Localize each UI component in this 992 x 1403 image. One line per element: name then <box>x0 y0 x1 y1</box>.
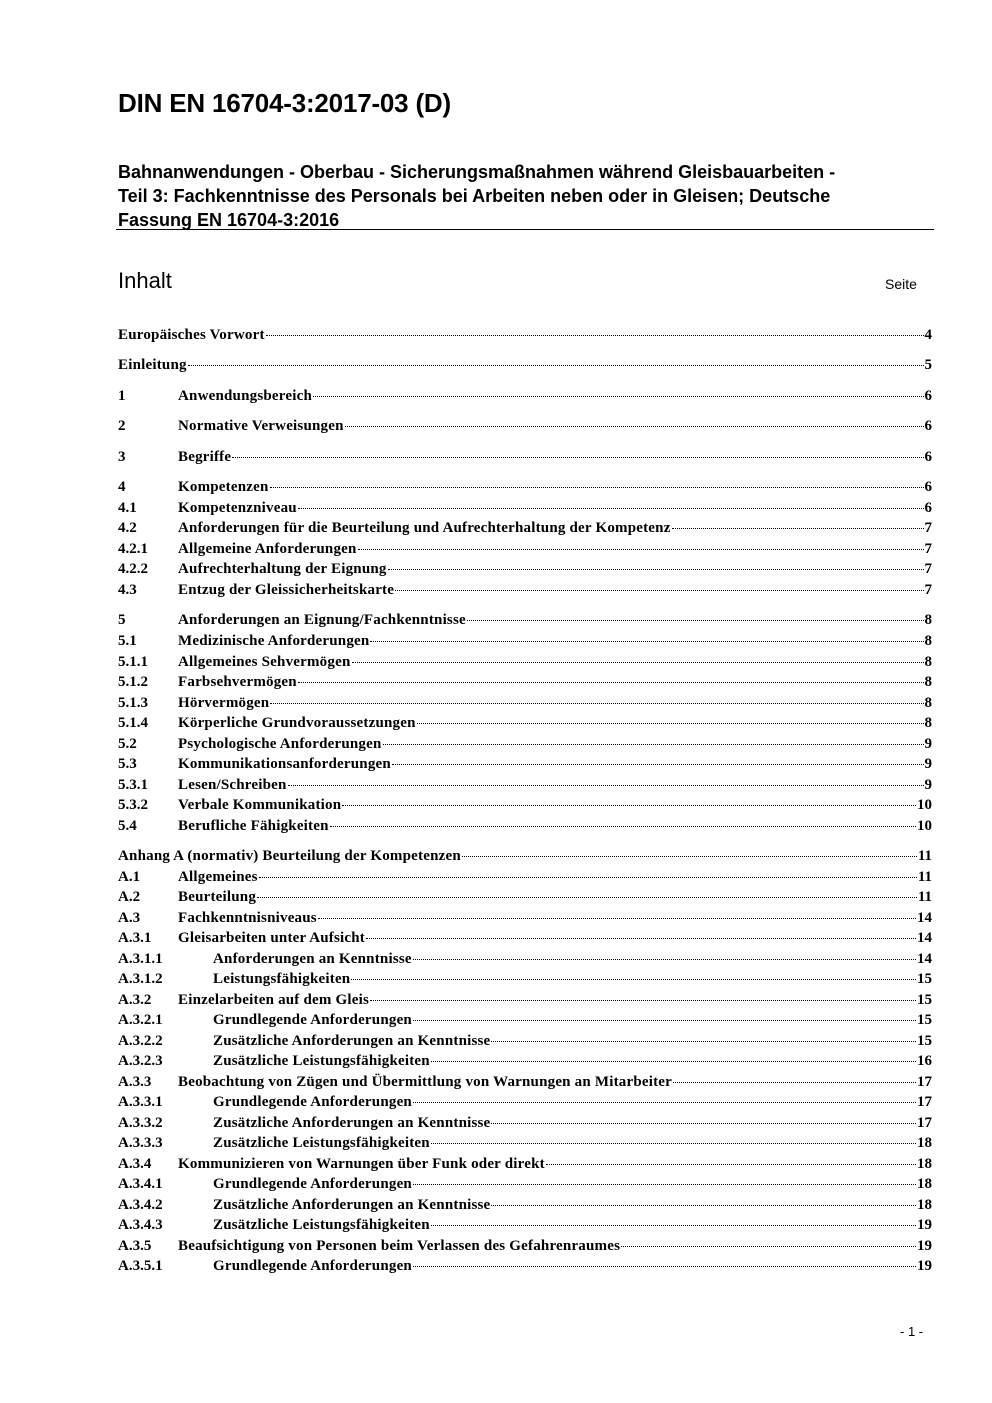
dot-leader <box>232 457 923 458</box>
dot-leader <box>270 703 923 704</box>
toc-entry-page: 6 <box>924 449 932 465</box>
toc-entry-number: 5.3 <box>118 756 137 772</box>
dot-leader <box>491 1123 916 1124</box>
toc-entry[interactable] <box>118 1154 932 1174</box>
toc-entry-title: Verbale Kommunikation <box>178 797 342 813</box>
toc-entry-page: 8 <box>924 654 932 670</box>
toc-entry-number: A.3.4 <box>118 1156 152 1172</box>
toc-entry[interactable] <box>118 1174 932 1194</box>
toc-entry-page: 17 <box>917 1115 932 1131</box>
toc-entry-title: Zusätzliche Anforderungen an Kenntnisse <box>213 1115 491 1131</box>
toc-entry-number: 4.3 <box>118 582 137 598</box>
dot-leader <box>413 959 916 960</box>
toc-entry-number: 3 <box>118 449 126 465</box>
dot-leader <box>491 1205 916 1206</box>
dot-leader <box>383 744 924 745</box>
toc-entry[interactable] <box>118 846 932 866</box>
toc-entry-page: 19 <box>917 1258 932 1274</box>
toc-entry-title: Farbsehvermögen <box>178 674 297 690</box>
dot-leader <box>298 508 924 509</box>
dot-leader <box>257 897 917 898</box>
toc-entry-number: A.3.3.3 <box>118 1135 163 1151</box>
toc-entry-page: 7 <box>924 582 932 598</box>
toc-entry[interactable] <box>118 355 932 375</box>
toc-entry-page: 18 <box>917 1156 932 1172</box>
toc-entry[interactable] <box>118 1051 932 1071</box>
toc-entry[interactable] <box>118 1236 932 1256</box>
toc-entry-number: A.3.4.1 <box>118 1176 163 1192</box>
toc-entry-page: 6 <box>924 500 932 516</box>
toc-entry-page: 16 <box>917 1053 932 1069</box>
toc-entry[interactable] <box>118 539 932 559</box>
toc-entry[interactable] <box>118 754 932 774</box>
title-line: Bahnanwendungen - Oberbau - Sicherungsmaßnahmen während Gleisbauarbeiten - <box>118 162 836 182</box>
toc-entry-number: 1 <box>118 388 126 404</box>
toc-entry-title: Kommunikationsanforderungen <box>178 756 391 772</box>
toc-entry-title: Kompetenzen <box>178 479 269 495</box>
toc-entry-title: Gleisarbeiten unter Aufsicht <box>178 930 365 946</box>
toc-entry-title: Psychologische Anforderungen <box>178 736 382 752</box>
toc-entry-number: 5.2 <box>118 736 137 752</box>
toc-entry-number: 4.2.1 <box>118 541 148 557</box>
toc-entry-number: A.3.3.2 <box>118 1115 163 1131</box>
dot-leader <box>395 590 923 591</box>
toc-entry[interactable] <box>118 713 932 733</box>
toc-entry-title: Allgemeines <box>178 869 258 885</box>
toc-entry[interactable] <box>118 990 932 1010</box>
toc-entry-page: 17 <box>917 1074 932 1090</box>
toc-entry[interactable] <box>118 325 932 345</box>
dot-leader <box>266 335 924 336</box>
dot-leader <box>413 1102 916 1103</box>
toc-entry[interactable] <box>118 1133 932 1153</box>
dot-leader <box>270 487 924 488</box>
toc-entry-page: 8 <box>924 633 932 649</box>
toc-entry-title: Leistungsfähigkeiten <box>213 971 351 987</box>
toc-entry[interactable] <box>118 652 932 672</box>
dot-leader <box>417 723 924 724</box>
dot-leader <box>351 979 916 980</box>
toc-entry-title: Grundlegende Anforderungen <box>213 1094 412 1110</box>
toc-entry-number: 4.2 <box>118 520 137 536</box>
toc-entry-number: A.3.2.2 <box>118 1033 163 1049</box>
toc-entry-title: Hörvermögen <box>178 695 270 711</box>
toc-entry[interactable] <box>118 518 932 538</box>
toc-entry-page: 14 <box>917 951 932 967</box>
toc-entry-number: A.3.1 <box>118 930 152 946</box>
toc-entry-page: 14 <box>917 910 932 926</box>
toc-entry-number: 5 <box>118 612 126 628</box>
toc-entry-title: Anwendungsbereich <box>178 388 312 404</box>
toc-entry-title: Einzelarbeiten auf dem Gleis <box>178 992 369 1008</box>
toc-entry-page: 6 <box>924 388 932 404</box>
toc-entry-title: Lesen/Schreiben <box>178 777 287 793</box>
dot-leader <box>462 856 917 857</box>
toc-entry-page: 8 <box>924 674 932 690</box>
toc-entry[interactable] <box>118 969 932 989</box>
dot-leader <box>413 1020 916 1021</box>
toc-entry-title: Europäisches Vorwort <box>118 327 265 343</box>
toc-entry-number: 4 <box>118 479 126 495</box>
toc-entry[interactable] <box>118 1031 932 1051</box>
dot-leader <box>352 662 924 663</box>
toc-entry-title: Begriffe <box>178 449 232 465</box>
dot-leader <box>491 1041 916 1042</box>
dot-leader <box>546 1164 916 1165</box>
toc-entry-title: Allgemeines Sehvermögen <box>178 654 351 670</box>
toc-entry-page: 6 <box>924 479 932 495</box>
toc-entry-page: 18 <box>917 1197 932 1213</box>
toc-entry-page: 9 <box>924 736 932 752</box>
toc-entry[interactable] <box>118 1113 932 1133</box>
toc-entry-title: Beurteilung <box>178 889 257 905</box>
document-title <box>118 160 933 232</box>
toc-entry-number: A.3.1.1 <box>118 951 163 967</box>
toc-entry-page: 7 <box>924 561 932 577</box>
toc-entry-number: A.3.3.1 <box>118 1094 163 1110</box>
toc-entry[interactable] <box>118 1256 932 1276</box>
toc-entry[interactable] <box>118 775 932 795</box>
toc-entry-title: Grundlegende Anforderungen <box>213 1012 412 1028</box>
toc-entry[interactable] <box>118 693 932 713</box>
toc-entry[interactable] <box>118 477 932 497</box>
toc-entry-page: 5 <box>924 357 932 373</box>
toc-entry-title: Anhang A (normativ) Beurteilung der Kompetenzen <box>118 848 461 864</box>
toc-entry[interactable] <box>118 447 932 467</box>
toc-entry-page: 15 <box>917 1012 932 1028</box>
toc-entry-title: Anforderungen für die Beurteilung und Aufrechterhaltung der Kompetenz <box>178 520 671 536</box>
dot-leader <box>431 1061 916 1062</box>
toc-entry-page: 18 <box>917 1176 932 1192</box>
dot-leader <box>342 805 916 806</box>
toc-entry-number: 5.3.2 <box>118 797 148 813</box>
toc-entry[interactable] <box>118 498 932 518</box>
toc-entry-title: Aufrechterhaltung der Eignung <box>178 561 387 577</box>
dot-leader <box>370 1000 916 1001</box>
toc-entry-number: 4.1 <box>118 500 137 516</box>
toc-entry-title: Allgemeine Anforderungen <box>178 541 357 557</box>
toc-entry[interactable] <box>118 631 932 651</box>
toc-entry-page: 9 <box>924 756 932 772</box>
toc-entry-number: A.3.2.1 <box>118 1012 163 1028</box>
toc-entry-page: 14 <box>917 930 932 946</box>
title-divider <box>116 229 934 230</box>
dot-leader <box>413 1266 916 1267</box>
toc-entry-number: A.3.5.1 <box>118 1258 163 1274</box>
toc-entry-page: 7 <box>924 541 932 557</box>
toc-entry[interactable] <box>118 949 932 969</box>
toc-entry[interactable] <box>118 1195 932 1215</box>
dot-leader <box>392 764 924 765</box>
dot-leader <box>413 1184 916 1185</box>
toc-entry-title: Normative Verweisungen <box>178 418 344 434</box>
toc-entry-title: Zusätzliche Leistungsfähigkeiten <box>213 1217 430 1233</box>
dot-leader <box>298 682 924 683</box>
dot-leader <box>673 1082 916 1083</box>
toc-entry[interactable] <box>118 580 932 600</box>
toc-entry[interactable] <box>118 1072 932 1092</box>
toc-entry[interactable] <box>118 672 932 692</box>
toc-entry-page: 8 <box>924 612 932 628</box>
toc-entry-title: Fachkenntnisniveaus <box>178 910 317 926</box>
dot-leader <box>318 918 916 919</box>
title-line: Teil 3: Fachkenntnisse des Personals bei Arbeiten neben oder in Gleisen; Deutsche <box>118 186 831 206</box>
toc-entry-title: Beaufsichtigung von Personen beim Verlassen des Gefahrenraumes <box>178 1238 621 1254</box>
toc-entry-number: A.3.2.3 <box>118 1053 163 1069</box>
toc-entry-page: 11 <box>917 889 932 905</box>
toc-entry-title: Anforderungen an Eignung/Fachkenntnisse <box>178 612 466 628</box>
toc-entry[interactable] <box>118 610 932 630</box>
toc-entry-number: A.3.4.2 <box>118 1197 163 1213</box>
toc-entry-number: A.3.3 <box>118 1074 152 1090</box>
toc-entry-page: 10 <box>917 818 932 834</box>
toc-entry-page: 17 <box>917 1094 932 1110</box>
toc-entry-page: 11 <box>917 848 932 864</box>
toc-entry-page: 15 <box>917 992 932 1008</box>
toc-entry[interactable] <box>118 734 932 754</box>
toc-entry-number: A.1 <box>118 869 141 885</box>
dot-leader <box>358 549 924 550</box>
toc-entry-page: 18 <box>917 1135 932 1151</box>
page-number: - 1 - <box>900 1324 924 1339</box>
toc-entry-number: 5.4 <box>118 818 137 834</box>
toc-entry-number: A.3 <box>118 910 141 926</box>
toc-entry-title: Zusätzliche Anforderungen an Kenntnisse <box>213 1033 491 1049</box>
toc-entry-page: 15 <box>917 971 932 987</box>
toc-entry-number: 5.1.2 <box>118 674 148 690</box>
toc-entry-page: 6 <box>924 418 932 434</box>
toc-entry-number: A.3.2 <box>118 992 152 1008</box>
toc-entry[interactable] <box>118 559 932 579</box>
toc-entry-number: 5.1 <box>118 633 137 649</box>
toc-entry-number: A.3.1.2 <box>118 971 163 987</box>
toc-entry[interactable] <box>118 1010 932 1030</box>
toc-entry-title: Medizinische Anforderungen <box>178 633 370 649</box>
document-id: DIN EN 16704-3:2017-03 (D) <box>118 88 451 118</box>
dot-leader <box>467 620 924 621</box>
toc-entry-page: 8 <box>924 695 932 711</box>
toc-entry-number: 5.1.4 <box>118 715 148 731</box>
toc-entry-number: A.2 <box>118 889 141 905</box>
toc-entry-title: Zusätzliche Anforderungen an Kenntnisse <box>213 1197 491 1213</box>
toc-entry-number: A.3.4.3 <box>118 1217 163 1233</box>
toc-entry[interactable] <box>118 867 932 887</box>
toc-entry-number: 2 <box>118 418 126 434</box>
dot-leader <box>431 1225 916 1226</box>
toc-entry-title: Berufliche Fähigkeiten <box>178 818 329 834</box>
toc-entry-page: 7 <box>924 520 932 536</box>
toc-entry[interactable] <box>118 386 932 406</box>
toc-entry-title: Körperliche Grundvoraussetzungen <box>178 715 416 731</box>
toc-entry[interactable] <box>118 887 932 907</box>
title-line: Fassung EN 16704-3:2016 <box>118 210 340 230</box>
toc-entry-number: A.3.5 <box>118 1238 152 1254</box>
toc-entry-page: 19 <box>917 1238 932 1254</box>
toc-entry-page: 11 <box>917 869 932 885</box>
toc-entry-title: Grundlegende Anforderungen <box>213 1176 412 1192</box>
toc-entry-title: Zusätzliche Leistungsfähigkeiten <box>213 1053 430 1069</box>
toc-entry-number: 5.3.1 <box>118 777 148 793</box>
dot-leader <box>621 1246 916 1247</box>
toc-entry-page: 10 <box>917 797 932 813</box>
toc-entry-title: Grundlegende Anforderungen <box>213 1258 412 1274</box>
toc-entry-page: 8 <box>924 715 932 731</box>
dot-leader <box>366 938 916 939</box>
toc-entry[interactable] <box>118 908 932 928</box>
dot-leader <box>431 1143 916 1144</box>
toc-entry[interactable] <box>118 795 932 815</box>
toc-entry[interactable] <box>118 928 932 948</box>
toc-entry-title: Einleitung <box>118 357 187 373</box>
toc-entry-title: Zusätzliche Leistungsfähigkeiten <box>213 1135 430 1151</box>
dot-leader <box>388 569 924 570</box>
toc-entry-title: Anforderungen an Kenntnisse <box>213 951 412 967</box>
toc-heading: Inhalt <box>118 268 172 293</box>
toc-entry-title: Entzug der Gleissicherheitskarte <box>178 582 395 598</box>
dot-leader <box>345 426 924 427</box>
toc-entry[interactable] <box>118 1215 932 1235</box>
dot-leader <box>288 785 924 786</box>
toc-entry[interactable] <box>118 816 932 836</box>
dot-leader <box>330 826 916 827</box>
dot-leader <box>672 528 924 529</box>
toc-entry-number: 4.2.2 <box>118 561 148 577</box>
toc-entry-title: Beobachtung von Zügen und Übermittlung von Warnungen an Mitarbeiter <box>178 1074 673 1090</box>
dot-leader <box>188 365 924 366</box>
dot-leader <box>370 641 923 642</box>
toc-entry[interactable] <box>118 1092 932 1112</box>
toc-entry-page: 4 <box>924 327 932 343</box>
toc-entry-number: 5.1.1 <box>118 654 148 670</box>
toc-entry-page: 19 <box>917 1217 932 1233</box>
page-column-label: Seite <box>885 276 917 292</box>
toc-entry-title: Kommunizieren von Warnungen über Funk oder direkt <box>178 1156 545 1172</box>
toc-entry-title: Kompetenzniveau <box>178 500 297 516</box>
dot-leader <box>259 877 917 878</box>
toc-entry-page: 9 <box>924 777 932 793</box>
dot-leader <box>313 396 924 397</box>
toc-entry-number: 5.1.3 <box>118 695 148 711</box>
toc-entry[interactable] <box>118 416 932 436</box>
toc-entry-page: 15 <box>917 1033 932 1049</box>
